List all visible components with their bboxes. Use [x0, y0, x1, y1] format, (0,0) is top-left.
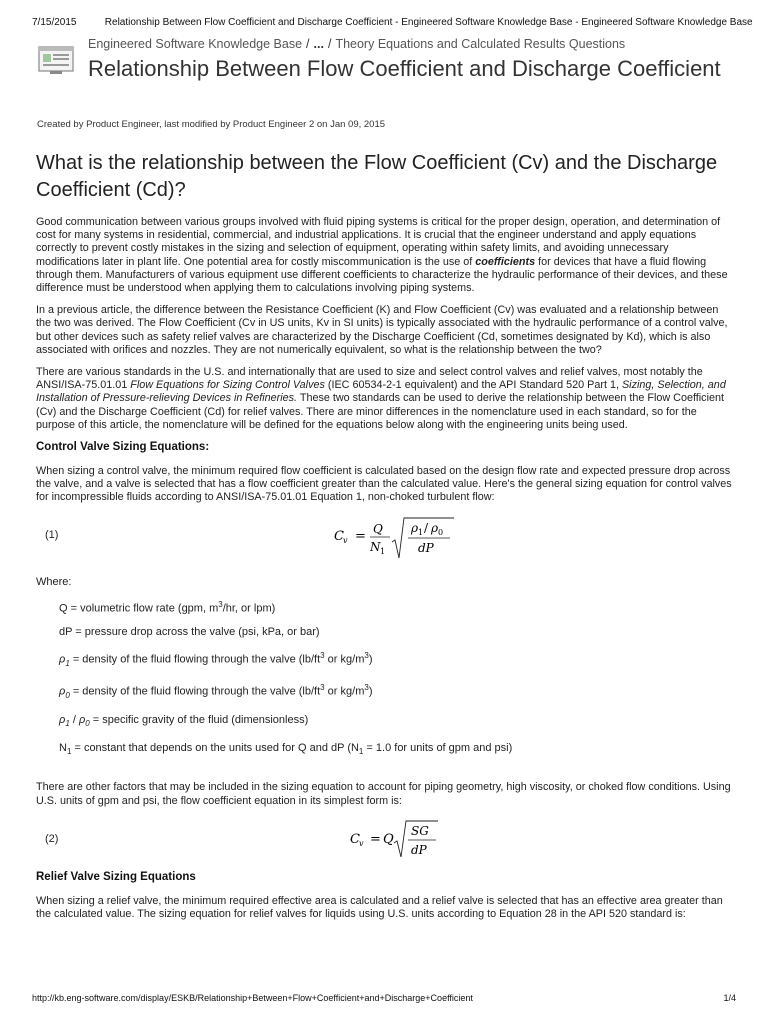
breadcrumb-separator: / — [327, 37, 332, 51]
article-heading: What is the relationship between the Flow Coefficient (Cv) and the Discharge Coefficient (Cd)? — [36, 152, 718, 201]
print-footer — [32, 993, 736, 1003]
breadcrumb-item-ellipsis[interactable]: ... — [313, 37, 324, 51]
section-heading-relief-valve: Relief Valve Sizing Equations — [36, 870, 196, 883]
variable-text: / — [69, 714, 79, 726]
variable-text: = density of the fluid flowing through the valve (lb/ft — [69, 653, 321, 666]
paragraph-previous-article: In a previous article, the difference between the Resistance Coefficient (K) and Flow Coefficient (Cv) was evaluated and a relationship between the two was derived. The Flow Coefficient (Cv in US units, Kv in SI units) is typically associated with the hydraulic performance of a control valve, but other devices such as safety relief valves are characterized by the Discharge Coefficient (Cd, sometimes designated by Kd), which is also associated with orifices and nozzles. They are not numerically equivalent, so what is the relationship between the two? — [36, 304, 728, 356]
equation-1 — [332, 514, 462, 564]
print-header — [32, 17, 753, 28]
variable-rho0 — [59, 681, 732, 703]
article-body — [36, 146, 732, 930]
symbol-rho: ρ — [59, 653, 66, 666]
standard-title-api: Sizing, Selection, and Installation of Pressure-relieving Devices in Refineries. — [36, 379, 726, 405]
variable-text: /hr, or lpm) — [222, 602, 276, 615]
standard-title-isa: Flow Equations for Sizing Control Valves — [130, 379, 325, 392]
print-page-number: 1/4 — [723, 993, 736, 1003]
variable-n1 — [59, 741, 732, 759]
eq-equals: = — [370, 831, 381, 847]
paragraph-standards — [36, 366, 732, 432]
variable-text: ) — [368, 685, 373, 698]
breadcrumb-item-kb[interactable]: Engineered Software Knowledge Base — [88, 37, 303, 51]
variable-text: ) — [368, 653, 373, 666]
symbol-rho: ρ — [59, 714, 66, 726]
equation-1-row — [36, 514, 732, 566]
breadcrumb-item-theory[interactable]: Theory Equations and Calculated Results Questions — [335, 37, 626, 51]
eq-n-sub: 1 — [380, 546, 386, 556]
equation-2-row — [36, 817, 732, 861]
symbol-rho: ρ — [78, 714, 86, 726]
variable-dp: dP = pressure drop across the valve (psi, kPa, or bar) — [59, 626, 320, 639]
eq-q: Q — [383, 831, 394, 847]
paragraph-text: Good communication between various groups involved with fluid piping systems is critical for the proper design, operation, and determination of cost for many systems in residential, commercial, and industrial applications. It is crucial that the engineer understand and apply equations correctly to prevent costly mistakes in the sizing and selection of equipment, operating within safety limits, and avoiding unnecessary modifications later in plant life. One potential area for costly miscommunication is the use of — [36, 216, 721, 268]
superscript: 3 — [364, 651, 369, 661]
variable-q — [59, 598, 732, 616]
paragraph-intro — [36, 216, 732, 295]
emphasis-coefficients: coefficients — [475, 255, 536, 268]
superscript: 3 — [320, 651, 325, 661]
variable-text: = constant that depends on the units used for Q and dP (N — [71, 742, 359, 755]
variable-text: or kg/m — [324, 653, 365, 666]
variable-specific-gravity — [59, 713, 732, 731]
equation-number: (2) — [45, 832, 59, 845]
eq-equals: = — [355, 528, 366, 544]
eq-cv-sub: v — [343, 535, 348, 545]
paragraph-text: (IEC 60534-2-1 equivalent) and the API Standard 520 Part 1, — [324, 379, 622, 392]
superscript: 3 — [218, 599, 223, 609]
subscript: 0 — [85, 719, 90, 729]
variable-text: N — [59, 742, 67, 755]
print-title: Relationship Between Flow Coefficient and Discharge Coefficient - Engineered Software Knowledge Base - Engineered Software Knowledge Base — [104, 17, 753, 28]
eq-rho1-sub: 1 — [418, 527, 424, 537]
variable-text: = specific gravity of the fluid (dimensionless) — [89, 714, 309, 726]
byline: Created by Product Engineer, last modified by Product Engineer 2 on Jan 09, 2015 — [37, 119, 386, 130]
eq-cv: C — [350, 831, 360, 847]
eq-q: Q — [373, 521, 383, 536]
variable-definitions — [59, 598, 732, 760]
variable-text: = density of the fluid flowing through the valve (lb/ft — [69, 685, 321, 698]
variable-rho1 — [59, 649, 732, 671]
paragraph-other-factors: There are other factors that may be included in the sizing equation to account for piping geometry, high viscosity, or choked flow conditions. Using U.S. units of gpm and psi, the flow coefficient equation in its simplest form is: — [36, 781, 731, 807]
superscript: 3 — [364, 683, 369, 693]
subscript: 0 — [65, 691, 70, 700]
eq-cv-sub: v — [359, 838, 364, 848]
eq-n: N — [370, 539, 381, 554]
section-heading-control-valve: Control Valve Sizing Equations: — [36, 441, 210, 454]
eq-sg: SG — [411, 823, 429, 838]
eq-rho1: ρ — [411, 520, 419, 535]
eq-dp: dP — [411, 842, 427, 857]
variable-text: = 1.0 for units of gpm and psi) — [363, 742, 513, 755]
breadcrumb-separator: / — [306, 37, 310, 51]
eq-rho0-sub: 0 — [438, 527, 444, 537]
paragraph-relief-valve: When sizing a relief valve, the minimum required effective area is calculated and a relief valve is selected that has an effective area greater than the calculated value. The sizing equation for relief valves for liquids using U.S. units according to Equation 28 in the API 520 standard is: — [36, 894, 723, 920]
paragraph-text: There are various standards in the U.S. and internationally that are used to size and select control valves and relief valves, most notably the ANSI/ISA-75.01.01 — [36, 366, 703, 392]
where-label: Where: — [36, 575, 72, 588]
print-date: 7/15/2015 — [32, 17, 77, 28]
paragraph-text: These two standards can be used to derive the relationship between the Flow Coefficient (Cv) and the Discharge Coefficient (Cd) for relief valves. There are minor differences in the nomenclature used in each standard, so for the purpose of this article, the nomenclature will be defined for the equations below along with the engineering units being used. — [36, 392, 724, 431]
subscript: 1 — [358, 747, 364, 757]
print-url: http://kb.eng-software.com/display/ESKB/Relationship+Between+Flow+Coefficient+and+Discharge+Coefficient — [32, 993, 473, 1003]
breadcrumb — [88, 37, 625, 51]
eq-cv: C — [334, 528, 344, 544]
paragraph-control-valve: When sizing a control valve, the minimum required flow coefficient is calculated based on the design flow rate and expected pressure drop across the valve, and a valve is selected that has a flow coefficient greater than the calculated value. Here's the general sizing equation for control valves for incompressible fluids according to ANSI/ISA-75.01.01 Equation 1, non-choked turbulent flow: — [36, 465, 732, 504]
eq-rho0: ρ — [431, 520, 439, 535]
eq-dp: dP — [418, 540, 434, 555]
page-title: Relationship Between Flow Coefficient and Discharge Coefficient — [88, 56, 721, 81]
subscript: 1 — [66, 747, 72, 757]
symbol-rho: ρ — [59, 685, 66, 698]
subscript: 1 — [65, 719, 70, 729]
equation-number: (1) — [45, 528, 59, 541]
eq-slash: / — [424, 520, 429, 535]
equation-2 — [348, 817, 448, 861]
variable-text: or kg/m — [324, 685, 365, 698]
subscript: 1 — [65, 659, 70, 669]
superscript: 3 — [320, 683, 325, 693]
paragraph-text: for devices that have a fluid flowing through them. Manufacturers of various equipment use different coefficients to characterize the hydraulic performance of their devices, and these difference must be understood when applying them to calculations involving piping systems. — [36, 255, 728, 295]
variable-text: Q = volumetric flow rate (gpm, m — [59, 602, 219, 615]
